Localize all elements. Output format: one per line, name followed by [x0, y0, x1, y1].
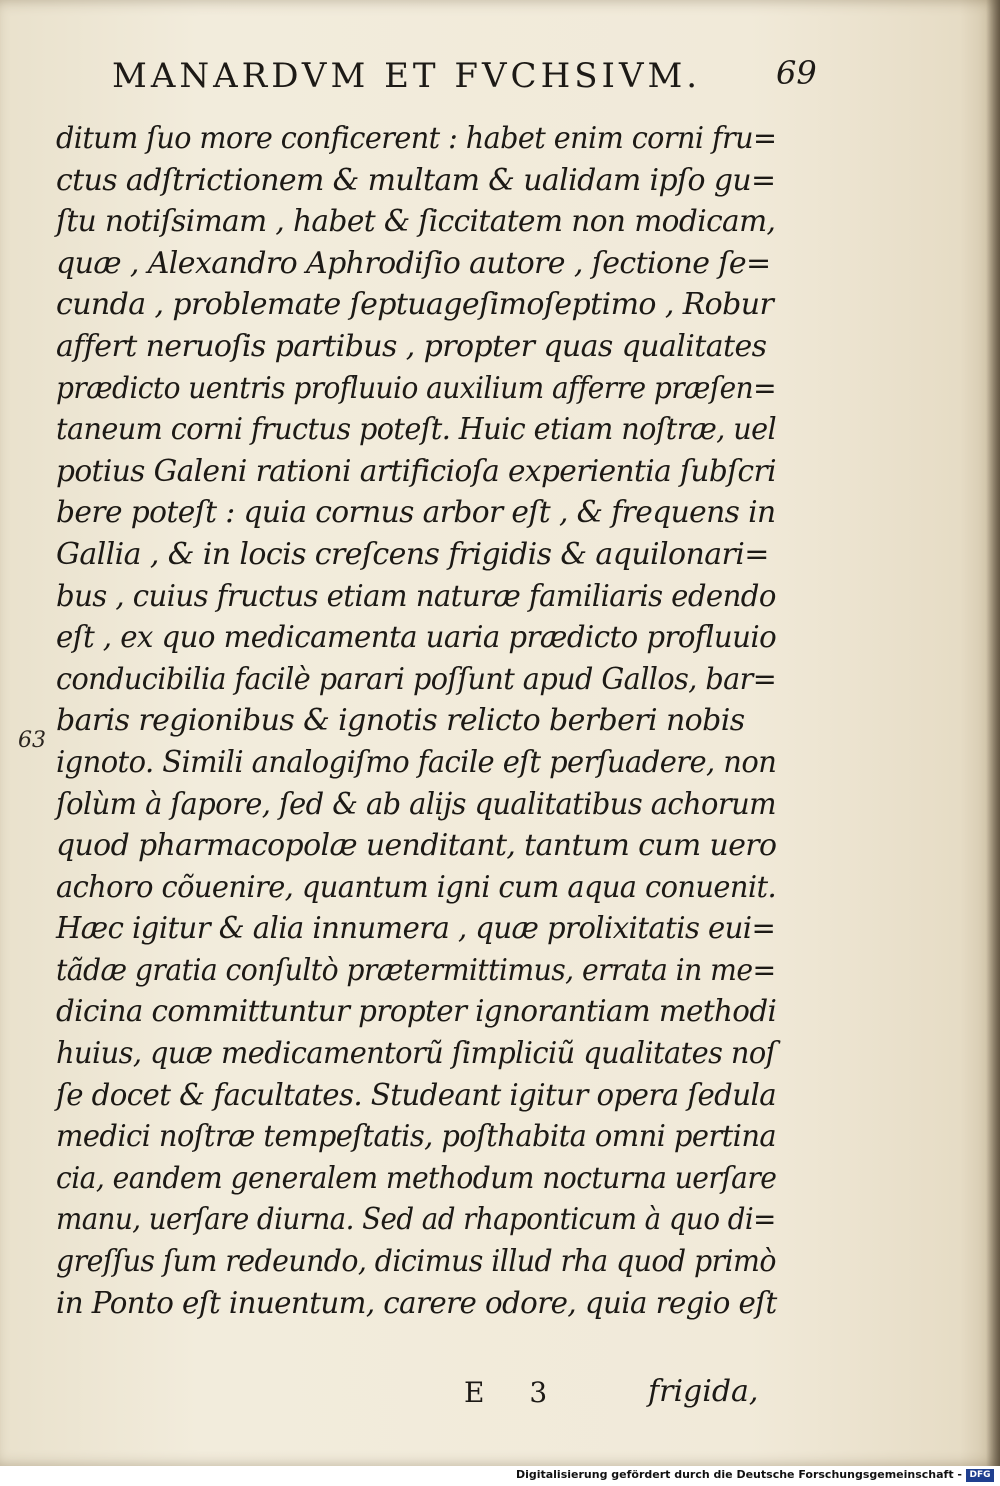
catchword: frigida, — [648, 1374, 759, 1409]
running-head: MANARDVM ET FVCHSIVM. — [112, 56, 702, 96]
signature-mark: E 3 — [464, 1376, 566, 1409]
text-line: prædicto uentris profluuio auxilium afferre præſen= — [56, 370, 777, 406]
text-line: ctus adſtrictionem & multam & ualidam ipſo gu= — [56, 162, 776, 198]
text-line: bere poteſt : quia cornus arbor eſt , & frequens in — [56, 495, 776, 531]
text-line: bus , cuius fructus etiam naturæ familiaris edendo — [56, 578, 776, 614]
text-line: huius, quæ medicamentorũ ſimpliciũ qualitates noſ — [56, 1036, 776, 1072]
text-line: quod pharmacopolæ uenditant, tantum cum uero — [56, 828, 777, 864]
text-line: dicina committuntur propter ignorantiam methodi — [56, 994, 777, 1030]
text-line: cia, eandem generalem methodum nocturna uerſare — [56, 1160, 777, 1196]
text-line: achoro cõuenire, quantum igni cum aqua conuenit. — [56, 869, 777, 905]
text-line: tãdæ gratia conſultò prætermittimus, errata in me= — [56, 952, 776, 988]
text-line: ſe docet & facultates. Studeant igitur opera ſedula — [56, 1077, 777, 1113]
text-line: in Ponto eſt inuentum, carere odore, quia regio eſt — [56, 1285, 777, 1321]
text-line: ignoto. Simili analogiſmo facile eſt perſuadere, non — [56, 744, 777, 780]
dfg-logo-icon: DFG — [966, 1469, 994, 1482]
page-edge-shadow — [986, 0, 1000, 1466]
text-line: ſtu notiſsimam , habet & ſiccitatem non modicam, — [56, 204, 776, 240]
text-line: medici noſtræ tempeſtatis, poſthabita omni pertina — [56, 1119, 777, 1155]
text-line: potius Galeni rationi artificioſa experientia ſubſcri — [56, 453, 776, 489]
page-number: 69 — [776, 54, 817, 92]
text-line: affert neruoſis partibus , propter quas qualitates — [56, 328, 767, 364]
text-line: eſt , ex quo medicamenta uaria prædicto profluuio — [56, 620, 777, 656]
text-line: taneum corni fructus poteſt. Huic etiam noſtræ, uel — [56, 412, 777, 448]
text-line: greſſus ſum redeundo, dicimus illud rha quod primò — [56, 1244, 776, 1280]
text-line: ditum ſuo more conficerent : habet enim corni fru= — [56, 121, 777, 156]
digitization-credit: Digitalisierung gefördert durch die Deutsche Forschungsgemeinschaft - — [515, 1468, 962, 1481]
text-line: manu, uerſare diurna. Sed ad rhaponticum à quo di= — [56, 1202, 776, 1238]
text-line: baris regionibus & ignotis relicto berberi nobis — [56, 703, 745, 739]
text-line: Hæc igitur & alia innumera , quæ prolixitatis eui= — [56, 911, 776, 947]
body-text — [56, 118, 776, 1324]
text-line: conducibilia facilè parari poſſunt apud Gallos, bar= — [56, 661, 777, 697]
margin-note: 63 — [18, 728, 46, 753]
text-line: quæ , Alexandro Aphrodiſio autore , ſectione ſe= — [56, 245, 771, 281]
text-line: ſolùm à ſapore, ſed & ab alijs qualitatibus achorum — [56, 786, 777, 822]
text-line: Gallia , & in locis creſcens frigidis & aquilonari= — [56, 536, 769, 572]
text-line: cunda , problemate ſeptuageſimoſeptimo , Robur — [56, 287, 774, 323]
digitization-footer — [0, 1466, 1000, 1486]
